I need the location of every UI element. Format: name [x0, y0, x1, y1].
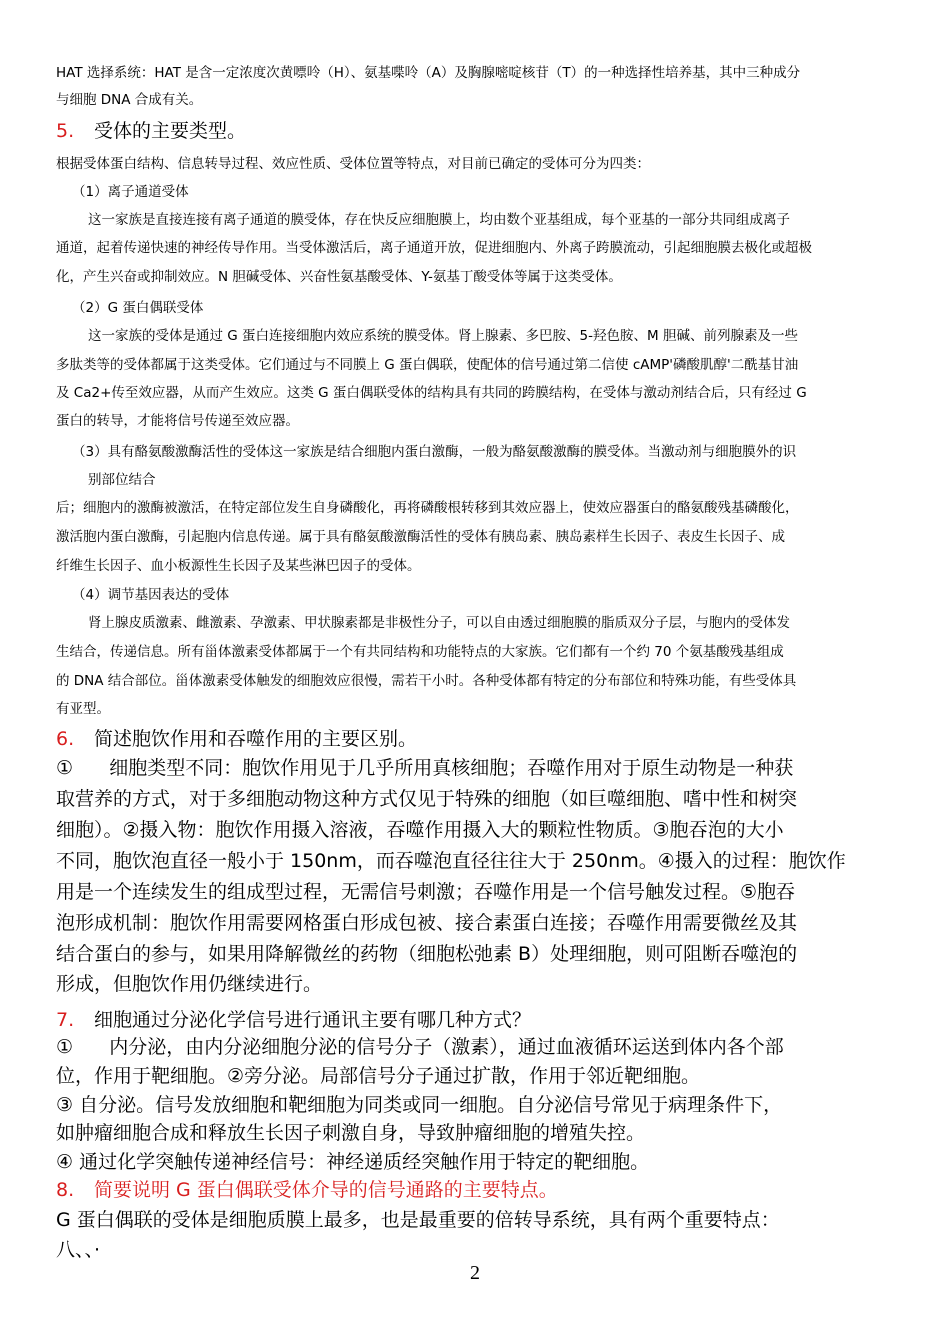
q7-line: 位，作用于靶细胞。②旁分泌。局部信号分子通过扩散，作用于邻近靶细胞。: [56, 1065, 701, 1087]
q6-line: 结合蛋白的参与，如果用降解微丝的药物（细胞松弛素 B）处理细胞，则可阻断吞噬泡的: [56, 943, 798, 965]
q7-line: ① 内分泌，由内分泌细胞分泌的信号分子（激素），通过血液循环运送到体内各个部: [56, 1036, 784, 1058]
heading-q8: [56, 1177, 558, 1203]
heading-q6-number: 6.: [56, 728, 75, 750]
heading-q6-title: 简述胞饮作用和吞噬作用的主要区别。: [94, 728, 418, 750]
q5-sub1-line: 通道，起着传递快速的神经传导作用。当受体激活后，离子通道开放，促进细胞内、外离子跨膜流动，引起细胞膜去极化或超极: [56, 240, 812, 256]
q5-intro: 根据受体蛋白结构、信息转导过程、效应性质、受体位置等特点，对目前已确定的受体可分为四类：: [56, 156, 650, 172]
heading-q7-title: 细胞通过分泌化学信号进行通讯主要有哪几种方式？: [94, 1009, 532, 1031]
heading-q7: [56, 1007, 531, 1033]
q5-sub2-line: 及 Ca2+传至效应器，从而产生效应。这类 G 蛋白偶联受体的结构具有共同的跨膜结构，在受体与激动剂结合后，只有经过 G: [56, 385, 807, 401]
q5-sub2-line: 多肽类等的受体都属于这类受体。它们通过与不同膜上 G 蛋白偶联，使配体的信号通过第二信使 cAMP'磷酸肌醇'二酰基甘油: [56, 357, 799, 373]
q5-sub3-line2: 别部位结合: [88, 472, 156, 488]
q5-sub2-line: 这一家族的受体是通过 G 蛋白连接细胞内效应系统的膜受体。肾上腺素、多巴胺、5-羟色胺、M 胆碱、前列腺素及一些: [88, 328, 798, 344]
q5-sub3-line: 后；细胞内的激酶被激活，在特定部位发生自身磷酸化，再将磷酸根转移到其效应器上，使效应器蛋白的酪氨酸残基磷酸化，: [56, 500, 799, 516]
heading-q5-number: 5.: [56, 120, 75, 142]
heading-q5-title: 受体的主要类型。: [94, 120, 247, 142]
q6-line: 不同，胞饮泡直径一般小于 150nm，而吞噬泡直径往往大于 250nm。④摄入的过程：胞饮作: [56, 850, 846, 872]
q5-sub4-line: 肾上腺皮质激素、雌激素、孕激素、甲状腺素都是非极性分子，可以自由透过细胞膜的脂质双分子层，与胞内的受体发: [88, 615, 790, 631]
q5-sub1-line: 化，产生兴奋或抑制效应。N 胆碱受体、兴奋性氨基酸受体、Y-氨基丁酸受体等属于这类受体。: [56, 269, 622, 285]
q5-sub1-title: （1）离子通道受体: [72, 184, 189, 200]
q8-line: 八、、·: [56, 1239, 101, 1261]
q5-sub4-line: 的 DNA 结合部位。甾体激素受体触发的细胞效应很慢，需若干小时。各种受体都有特定的分布部位和特殊功能，有些受体具: [56, 673, 797, 689]
q7-line: ③ 自分泌。信号发放细胞和靶细胞为同类或同一细胞。自分泌信号常见于病理条件下，: [56, 1094, 783, 1116]
heading-q8-title: 简要说明 G 蛋白偶联受体介导的信号通路的主要特点。: [94, 1179, 558, 1201]
q5-sub3-line1: （3）具有酪氨酸激酶活性的受体这一家族是结合细胞内蛋白激酶，一般为酪氨酸激酶的膜受体。当激动剂与细胞膜外的识: [72, 444, 797, 460]
q5-sub1-line: 这一家族是直接连接有离子通道的膜受体，存在快反应细胞膜上，均由数个亚基组成，每个亚基的一部分共同组成离子: [88, 212, 790, 228]
q6-line: 形成，但胞饮作用仍继续进行。: [56, 973, 323, 995]
q5-sub4-title: （4）调节基因表达的受体: [72, 587, 230, 603]
heading-q5: [56, 118, 246, 144]
q5-sub2-title: （2）G 蛋白偶联受体: [72, 300, 204, 316]
q6-line: 细胞）。②摄入物：胞饮作用摄入溶液，吞噬作用摄入大的颗粒性物质。③胞吞泡的大小: [56, 819, 784, 841]
q6-line: 取营养的方式，对于多细胞动物这种方式仅见于特殊的细胞（如巨噬细胞、嗜中性和树突: [56, 788, 798, 810]
q6-line: 泡形成机制：胞饮作用需要网格蛋白形成包被、接合素蛋白连接；吞噬作用需要微丝及其: [56, 912, 798, 934]
hat-line-1: HAT 选择系统：HAT 是含一定浓度次黄嘌呤（H）、氨基喋呤（A）及胸腺嘧啶核苷（T）的一种选择性培养基，其中三种成分: [56, 65, 801, 81]
heading-q6: [56, 726, 417, 752]
q5-sub3-line: 纤维生长因子、血小板源性生长因子及某些淋巴因子的受体。: [56, 558, 421, 574]
q6-line: ① 细胞类型不同：胞饮作用见于几乎所用真核细胞；吞噬作用对于原生动物是一种获: [56, 757, 794, 779]
q6-line: 用是一个连续发生的组成型过程，无需信号刺激；吞噬作用是一个信号触发过程。⑤胞吞: [56, 881, 796, 903]
page-number: 2: [470, 1262, 480, 1284]
hat-line-2: 与细胞 DNA 合成有关。: [56, 92, 203, 108]
q8-line: G 蛋白偶联的受体是细胞质膜上最多，也是最重要的倍转导系统，具有两个重要特点：: [56, 1209, 780, 1231]
q5-sub3-line: 激活胞内蛋白激酶，引起胞内信息传递。属于具有酪氨酸激酶活性的受体有胰岛素、胰岛素样生长因子、表皮生长因子、成: [56, 529, 785, 545]
heading-q7-number: 7.: [56, 1009, 75, 1031]
q5-sub2-line: 蛋白的转导，才能将信号传递至效应器。: [56, 413, 299, 429]
q7-line: ④ 通过化学突触传递神经信号：神经递质经突触作用于特定的靶细胞。: [56, 1151, 650, 1173]
q5-sub4-line: 有亚型。: [56, 701, 110, 717]
q7-line: 如肿瘤细胞合成和释放生长因子刺激自身，导致肿瘤细胞的增殖失控。: [56, 1122, 646, 1144]
heading-q8-number: 8.: [56, 1179, 75, 1201]
q5-sub4-line: 生结合，传递信息。所有甾体激素受体都属于一个有共同结构和功能特点的大家族。它们都有一个约 70 个氨基酸残基组成: [56, 644, 784, 660]
